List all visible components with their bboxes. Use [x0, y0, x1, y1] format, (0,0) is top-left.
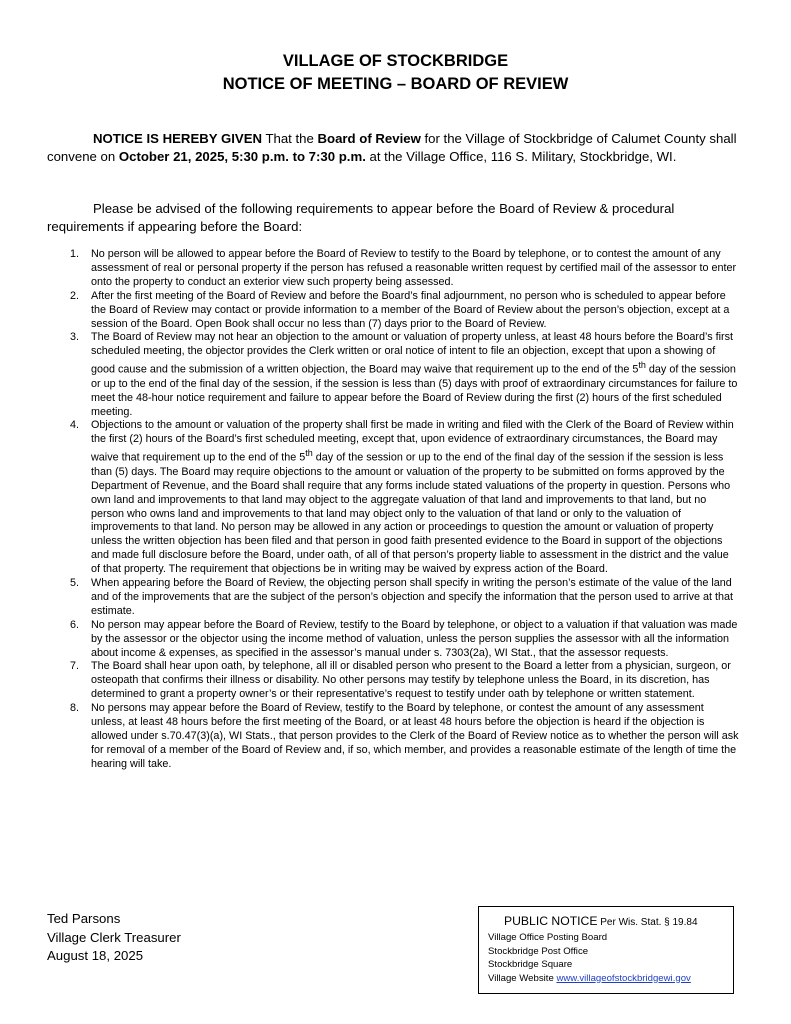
website-label: Village Website	[488, 972, 557, 984]
notice-given-label: NOTICE IS HEREBY GIVEN	[93, 131, 263, 146]
item-text: Objections to the amount or valuation of the property shall first be made in writing and filed with the Clerk of the Board of Review within the first (2) hours of the Board’s first scheduled meeting, except that, upon evidence of extraordinary circumstances, the Board may waive that requirement up to the end of the 5	[91, 419, 734, 464]
website-link[interactable]: www.villageofstockbridgewi.gov	[556, 972, 691, 984]
list-item	[48, 290, 740, 332]
item-text: The Board shall hear upon oath, by telephone, all ill or disabled person who present to the Board a letter from a physician, surgeon, or osteopath that confirms their illness or disability. No other persons may testify by telephone unless the Board, in its discretion, has determined to grant a property owner’s or their representative’s request to testify under oath by telephone or written statement.	[91, 660, 731, 701]
website-line	[488, 972, 733, 986]
list-item	[48, 331, 740, 419]
public-notice-title: PUBLIC NOTICE	[504, 914, 598, 928]
signature-date: August 18, 2025	[47, 948, 144, 963]
item-number: 2.	[70, 289, 80, 302]
list-item	[48, 419, 740, 577]
ordinal-suffix: th	[305, 448, 313, 459]
list-item	[48, 660, 740, 702]
list-item	[48, 248, 740, 290]
document-title: VILLAGE OF STOCKBRIDGE	[282, 52, 509, 70]
item-text: No persons may appear before the Board of Review, testify to the Board by telephone, or contest the amount of any assessment unless, at least 48 hours before the first meeting of the Board, or at least 48 hours before the objection is heard if the objection is allowed under s.70.47(3)(a), WI Stats., that person provides to the Clerk of the Board of Review notice as to whether the person will ask for removal of a member of the Board of Review and, if so, which member, and provides a reasonable estimate of the length of time the hearing will take.	[91, 702, 739, 770]
item-number: 5.	[70, 577, 80, 590]
item-text: The Board of Review may not hear an objection to the amount or valuation of property unless, at least 48 hours before the Board’s first scheduled meeting, the objector provides the Clerk written or oral notice of intent to file an objection, except that upon a showing of good cause and the submission of a written objection, the Board may waive that requirement up to the end of the 5	[91, 331, 733, 376]
posting-location: Stockbridge Post Office	[488, 945, 589, 957]
item-number: 6.	[70, 618, 80, 631]
advisory-paragraph: Please be advised of the following requirements to appear before the Board of Review & procedural requirements if appearing before the Board:	[47, 201, 675, 234]
item-text-cont: day of the session or up to the end of the final day of the session if the session is less than (5) days. The Board may require objections to the amount or valuation of the property to be submitted on forms approved by the Department of Revenue, and the Board shall require that any forms include stated valuations of the property in question. Persons who own land and improvements to that land may object to the aggregate valuation of that land and improvements to that land, but no person who owns land and improvements to that land may object only to the valuation of that land or only to the valuation of improvements to that land. No person may be allowed in any action or proceedings to question the amount or valuation of property unless the written objection has been filed and that person in good faith presented evidence to the Board in support of the objections and made full disclosure before the Board, under oath, of all of that person’s property liable to assessment in the district and the value of that property. The requirement that objections be in writing may be waived by express action of the Board.	[91, 451, 731, 576]
item-text: No person will be allowed to appear before the Board of Review to testify to the Board by telephone, or to contest the amount of any assessment of real or personal property if the person has refused a reasonable written request by certified mail of the assessor to enter onto the property to conduct an exterior view such property being assessed.	[91, 248, 737, 288]
meeting-datetime: October 21, 2025, 5:30 p.m. to 7:30 p.m.	[118, 149, 366, 164]
intro-text-1: That the	[262, 131, 318, 146]
ordinal-suffix: th	[638, 360, 646, 371]
intro-text-2: for the Village of Stockbridge of Calumet County shall convene on	[47, 131, 737, 164]
board-name: Board of Review	[317, 131, 421, 146]
list-item	[48, 702, 740, 772]
posting-location: Village Office Posting Board	[488, 932, 608, 943]
item-number: 3.	[70, 331, 80, 344]
item-text: No person may appear before the Board of Review, testify to the Board by telephone, or object to a valuation if that valuation was made by the assessor or the objector using the income method of valuation, unless the person supplies the assessor with all the information about income & expenses, as specified in the assessor’s manual under s. 7303(2a), WI Stat., that the assessor requests.	[91, 618, 738, 659]
intro-text-3: at the Village Office, 116 S. Military, Stockbridge, WI.	[365, 149, 677, 164]
signer-name: Ted Parsons	[47, 911, 121, 926]
signer-title: Village Clerk Treasurer	[47, 929, 181, 945]
statute-citation: Per Wis. Stat. § 19.84	[597, 917, 698, 928]
public-notice-box	[478, 906, 734, 994]
item-text: When appearing before the Board of Review, the objecting person shall specify in writing the person’s estimate of the value of the land and of the improvements that are the subject of the person’s objection and specify the information that the person used to arrive at that estimate.	[91, 577, 733, 617]
public-notice-heading	[488, 913, 733, 931]
item-text-cont: day of the session or up to the end of the final day of the session, if the session is less than (5) days with proof of extraordinary circumstances for failure to meet the 48-hour notice requirement and failure to appear before the Board of Review during the first (2) hours of the first scheduled meeting.	[91, 363, 738, 418]
item-number: 8.	[70, 702, 80, 715]
intro-paragraph	[47, 130, 747, 166]
item-text: After the first meeting of the Board of Review and before the Board’s final adjournment, no person who is scheduled to appear before the Board of Review may contact or provide information to a member of the Board of Review about the person’s objection, except at a session of the Board. Open Book shall occur no less than (7) days prior to the Board of Review.	[91, 289, 730, 330]
document-subtitle: NOTICE OF MEETING – BOARD OF REVIEW	[222, 75, 569, 93]
requirements-list	[48, 248, 740, 772]
list-item	[48, 577, 740, 619]
posting-location: Stockbridge Square	[488, 959, 573, 970]
item-number: 7.	[70, 660, 80, 673]
item-number: 1.	[70, 248, 80, 260]
signature-block	[47, 910, 181, 966]
list-item	[48, 619, 740, 661]
item-number: 4.	[70, 419, 80, 432]
